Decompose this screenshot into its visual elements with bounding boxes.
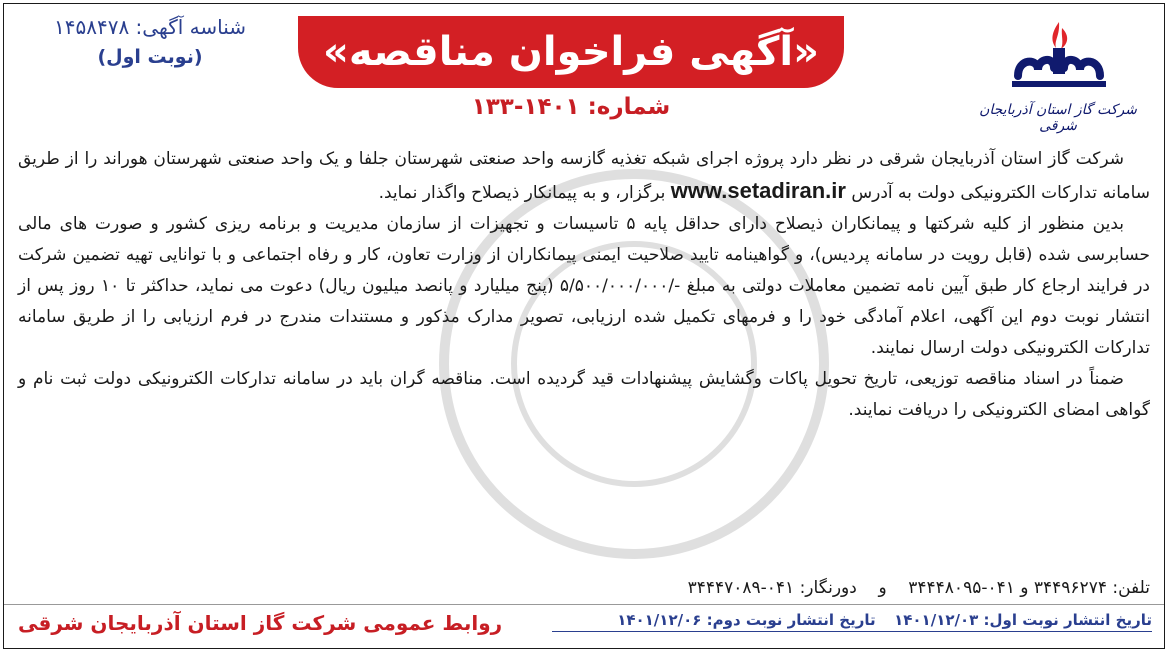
- publication-round: (نوبت اول): [97, 46, 203, 68]
- page-title: «آگهی فراخوان مناقصه»: [298, 16, 844, 88]
- first-publication-date: ۱۴۰۱/۱۲/۰۳: [894, 611, 979, 629]
- website-link[interactable]: www.setadiran.ir: [670, 178, 846, 203]
- second-publication-date: ۱۴۰۱/۱۲/۰۶: [617, 611, 702, 629]
- divider: [4, 604, 1164, 605]
- public-relations-signature: روابط عمومی شرکت گاز استان آذربایجان شرقی: [18, 611, 503, 635]
- paragraph-project: شرکت گاز استان آذربایجان شرقی در نظر دارد پروژه اجرای شبکه تغذیه گازسه واحد صنعتی شهرستان جلفا و یک واحد صنعتی شهرستان هوراند را از طریق سامانه تدارکات الکترونیکی دولت به آدرس www.setadiran.ir برگزار، و به پیمانکار ذیصلاح واگذار نماید.: [18, 149, 1150, 203]
- company-logo: [970, 12, 1146, 134]
- announcement-body: [18, 144, 1150, 426]
- paragraph-notes: ضمناً در اسناد مناقصه توزیعی، تاریخ تحویل پاکات وگشایش پیشنهادات قید گردیده است. مناقصه گران باید در سامانه تدارکات الکترونیکی دولت ثبت نام و گواهی امضای الکترونیکی را دریافت نمایند.: [18, 369, 1150, 420]
- paragraph-requirements: بدین منظور از کلیه شرکتها و پیمانکاران ذیصلاح دارای حداقل پایه ۵ تاسیسات و تجهیزات از سازمان مدیریت و برنامه ریزی کشور و صورت های مالی حسابرسی شده (قابل رویت در سامانه پردیس)، و گواهینامه تایید صلاحیت ایمنی پیمانکاران از وزارت تعاون، کار و رفاه اجتماعی و با توانایی تهیه تضمین شرکت در فرایند ارجاع کار طبق آیین نامه تضمین معاملات دولتی به مبلغ -/۵/۵۰۰/۰۰۰/۰۰۰ (پنج میلیارد و پانصد میلیون ریال) دعوت می نماید، حداکثر تا ۱۰ روز پس از انتشار نوبت دوم این آگهی، اعلام آمادگی خود را و فرمهای تکمیل شده ارزیابی، تصویر مدارک مذکور و مستندات مندرج در فرم ارزیابی را از طریق سامانه تدارکات الکترونیکی دولت ارسال نمایند.: [18, 214, 1150, 358]
- fax-label: دورنگار:: [799, 578, 857, 598]
- phone-number-2: ۰۴۱-۳۴۴۴۸۰۹۵: [908, 578, 1015, 598]
- gas-company-emblem-icon: [1004, 18, 1114, 98]
- fax-number: ۰۴۱-۳۴۴۴۷۰۸۹: [687, 578, 795, 598]
- tender-advertisement: [3, 3, 1165, 649]
- company-signature: شرکت گاز استان آذربایجان شرقی: [979, 102, 1137, 134]
- tender-number: شماره: ۱۴۰۱-۱۳۳: [471, 94, 671, 120]
- phone-label: تلفن:: [1112, 578, 1150, 598]
- publication-dates: تاریخ انتشار نوبت اول: ۱۴۰۱/۱۲/۰۳ تاریخ انتشار نوبت دوم: ۱۴۰۱/۱۲/۰۶: [552, 611, 1152, 632]
- contact-info: تلفن: ۳۴۴۹۶۲۷۴ و ۰۴۱-۳۴۴۴۸۰۹۵ و دورنگار: ۰۴۱-۳۴۴۴۷۰۸۹: [687, 578, 1150, 598]
- ad-id: شناسه آگهی: ۱۴۵۸۴۷۸: [54, 15, 246, 39]
- phone-number-1: ۳۴۴۹۶۲۷۴: [1033, 578, 1107, 598]
- ad-id-box: [20, 12, 280, 72]
